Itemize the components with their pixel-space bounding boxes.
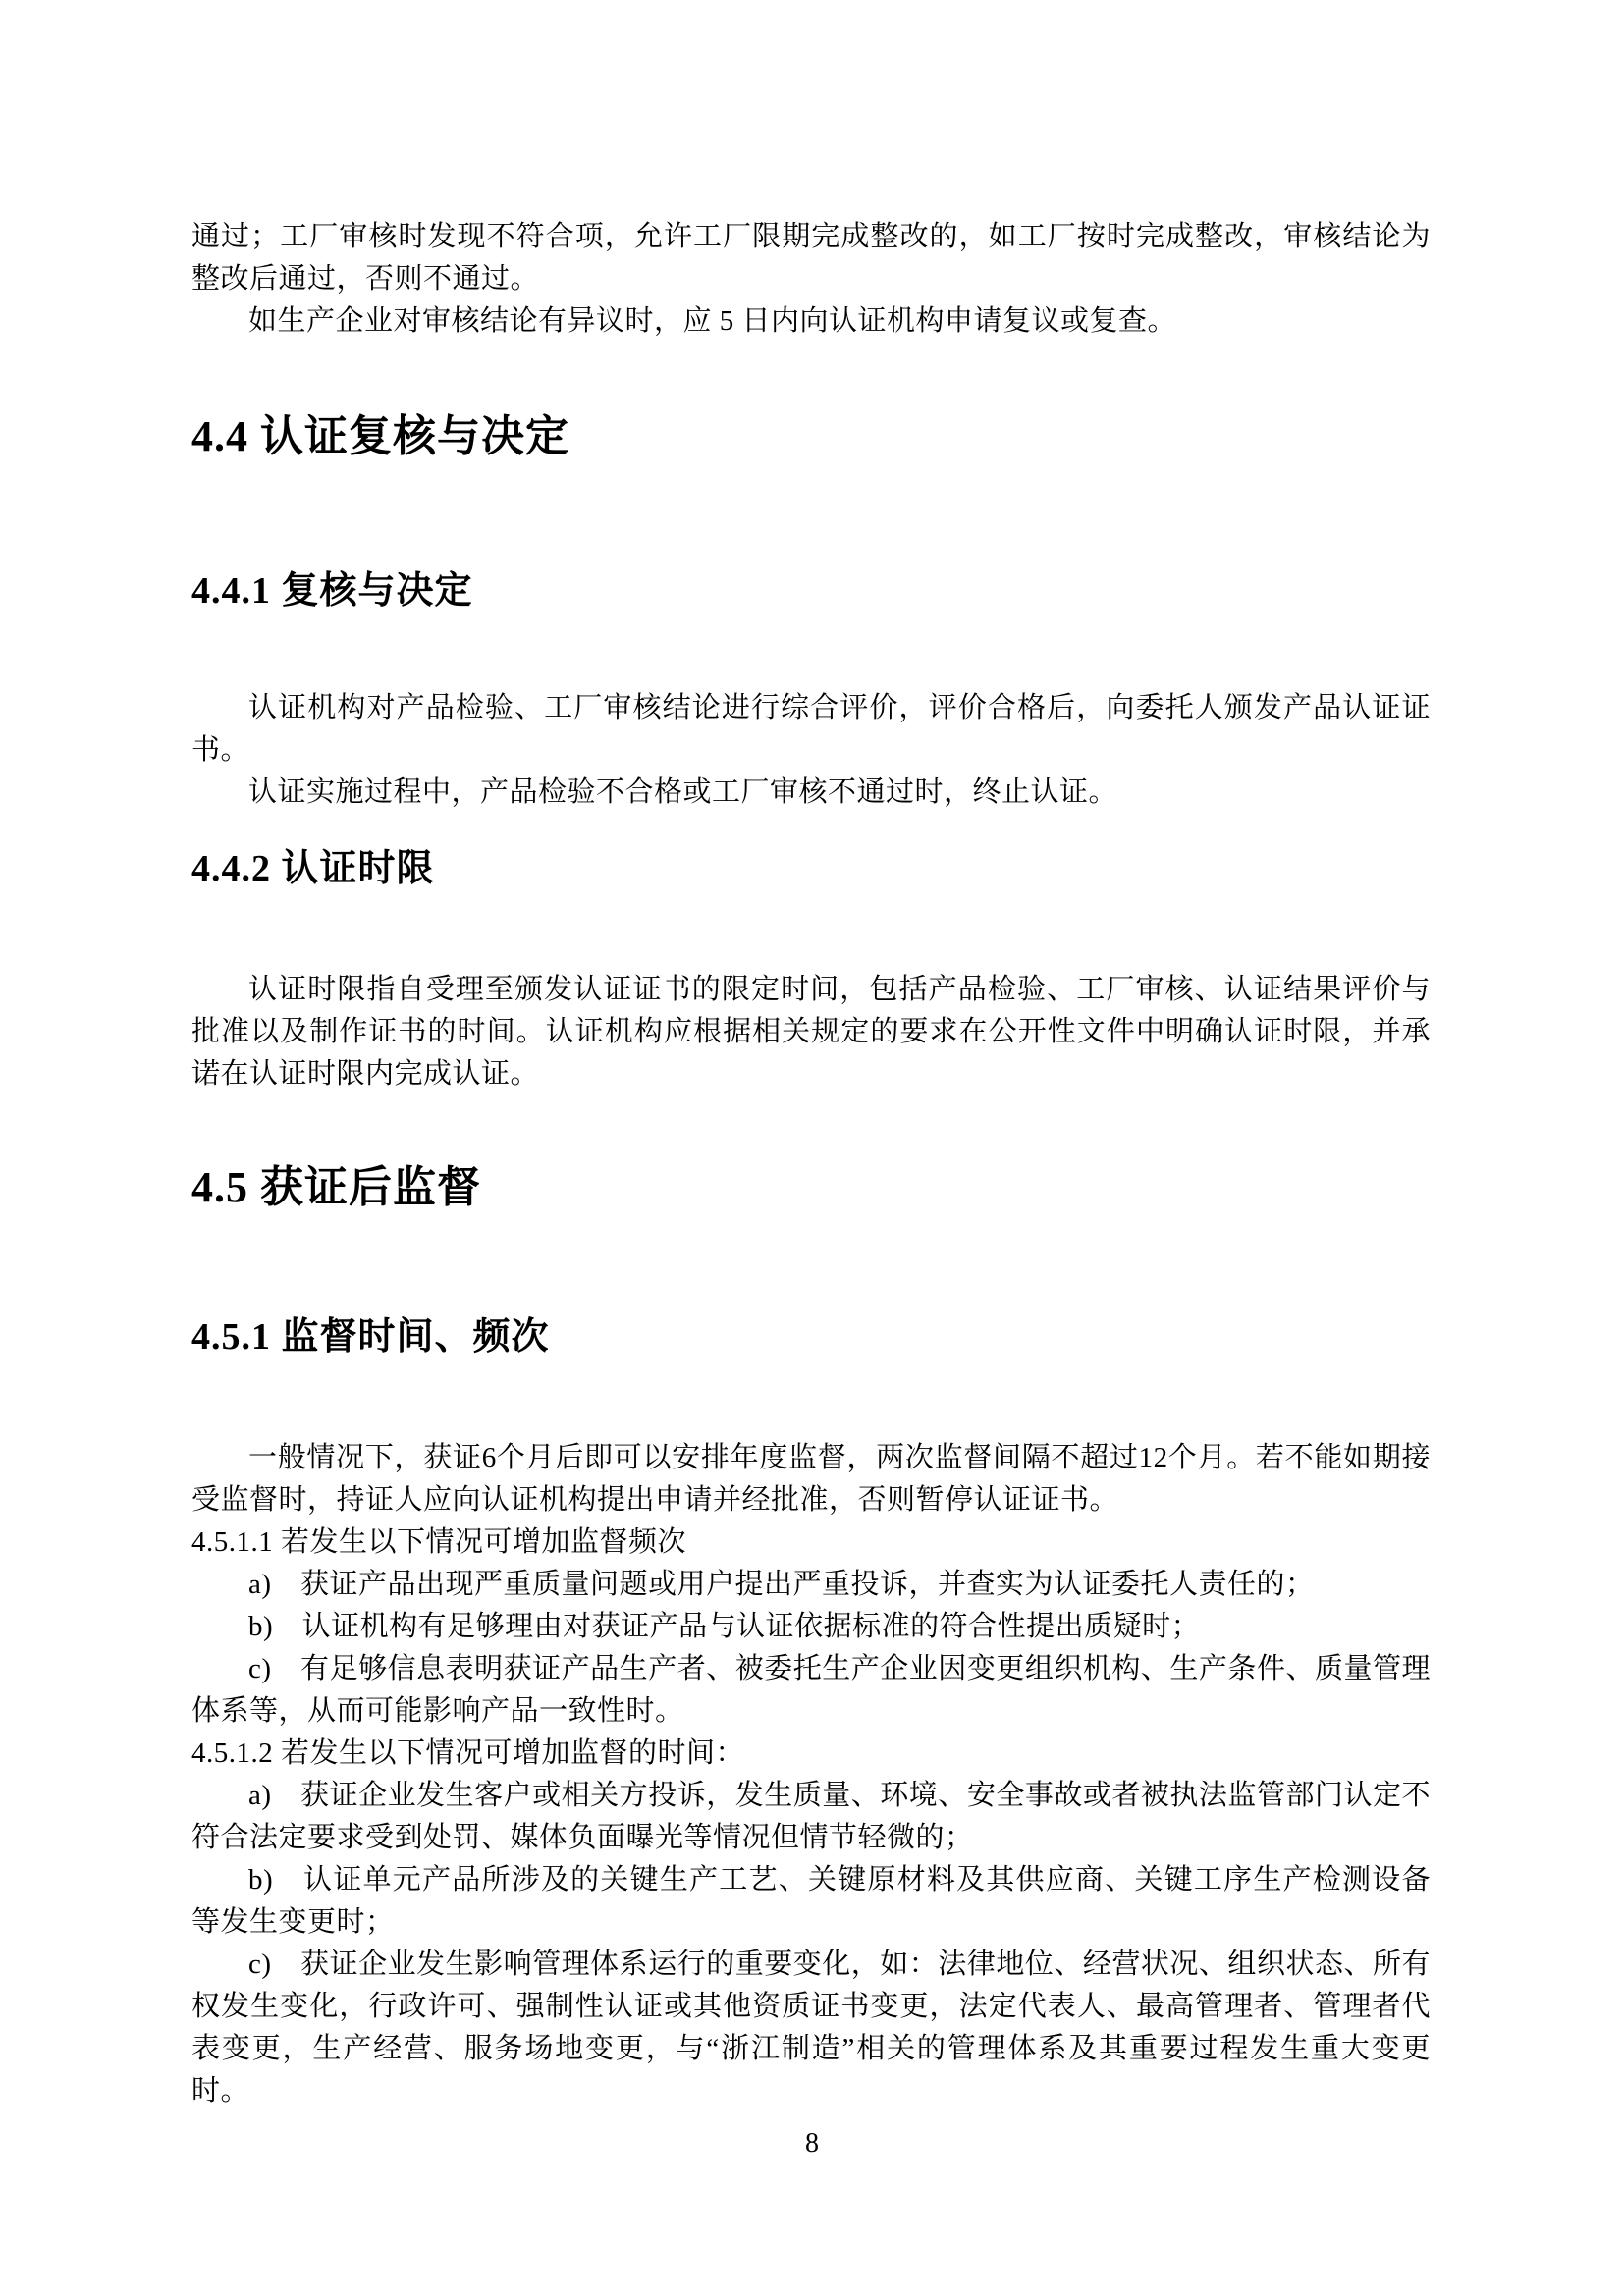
clause-heading-4-5-1-1: 4.5.1.1 若发生以下情况可增加监督频次 [191, 1526, 687, 1558]
list-item-4-5-1-1-c: c) 有足够信息表明获证产品生产者、被委托生产企业因变更组织机构、生产条件、质量管理体系等，从而可能影响产品一致性时。 [191, 1653, 1431, 1727]
paragraph-review-decision: 认证机构对产品检验、工厂审核结论进行综合评价，评价合格后，向委托人颁发产品认证证书。 [191, 692, 1431, 766]
subsection-heading-4-5-1: 4.5.1 监督时间、频次 [191, 1316, 550, 1358]
section-4-4-1-paragraph-block [191, 687, 1431, 814]
section-4-5-1-paragraph-block [191, 1437, 1431, 2112]
paragraph-appeal: 如生产企业对审核结论有异议时，应 5 日内向认证机构申请复议或复查。 [248, 305, 1177, 337]
list-item-4-5-1-1-a: a) 获证产品出现严重质量问题或用户提出严重投诉，并查实为认证委托人责任的； [248, 1569, 1315, 1600]
intro-paragraph-block [191, 216, 1431, 343]
section-heading-4-4: 4.4 认证复核与决定 [191, 412, 569, 460]
list-item-4-5-1-1-b: b) 认证机构有足够理由对获证产品与认证依据标准的符合性提出质疑时； [248, 1611, 1201, 1642]
subsection-heading-4-4-1: 4.4.1 复核与决定 [191, 570, 473, 612]
paragraph-certification-time-limit: 认证时限指自受理至颁发认证证书的限定时间，包括产品检验、工厂审核、认证结果评价与批准以及制作证书的时间。认证机构应根据相关规定的要求在公开性文件中明确认证时限，并承诺在认证时限内完成认证。 [191, 974, 1431, 1090]
list-item-4-5-1-2-a: a) 获证企业发生客户或相关方投诉，发生质量、环境、安全事故或者被执法监管部门认定不符合法定要求受到处罚、媒体负面曝光等情况但情节轻微的； [191, 1780, 1431, 1853]
subsection-heading-4-4-2: 4.4.2 认证时限 [191, 848, 435, 889]
list-item-4-5-1-2-b: b) 认证单元产品所涉及的关键生产工艺、关键原材料及其供应商、关键工序生产检测设备等发生变更时； [191, 1864, 1431, 1938]
clause-heading-4-5-1-2: 4.5.1.2 若发生以下情况可增加监督的时间： [191, 1737, 745, 1769]
section-heading-4-5: 4.5 获证后监督 [191, 1163, 481, 1211]
paragraph-termination: 认证实施过程中，产品检验不合格或工厂审核不通过时，终止认证。 [248, 776, 1118, 808]
paragraph-supervision-schedule: 一般情况下，获证6个月后即可以安排年度监督，两次监督间隔不超过12个月。若不能如期接受监督时，持证人应向认证机构提出申请并经批准，否则暂停认证证书。 [191, 1442, 1431, 1516]
section-4-4-2-paragraph-block [191, 969, 1431, 1095]
list-item-4-5-1-2-c: c) 获证企业发生影响管理体系运行的重要变化，如：法律地位、经营状况、组织状态、所有权发生变化，行政许可、强制性认证或其他资质证书变更，法定代表人、最高管理者、管理者代表变更，生产经营、服务场地变更，与“浙江制造”相关的管理体系及其重要过程发生重大变更时。 [191, 1949, 1431, 2107]
page-number: 8 [805, 2128, 819, 2159]
paragraph-audit-conclusion: 通过；工厂审核时发现不符合项，允许工厂限期完成整改的，如工厂按时完成整改，审核结论为整改后通过，否则不通过。 [191, 221, 1431, 294]
